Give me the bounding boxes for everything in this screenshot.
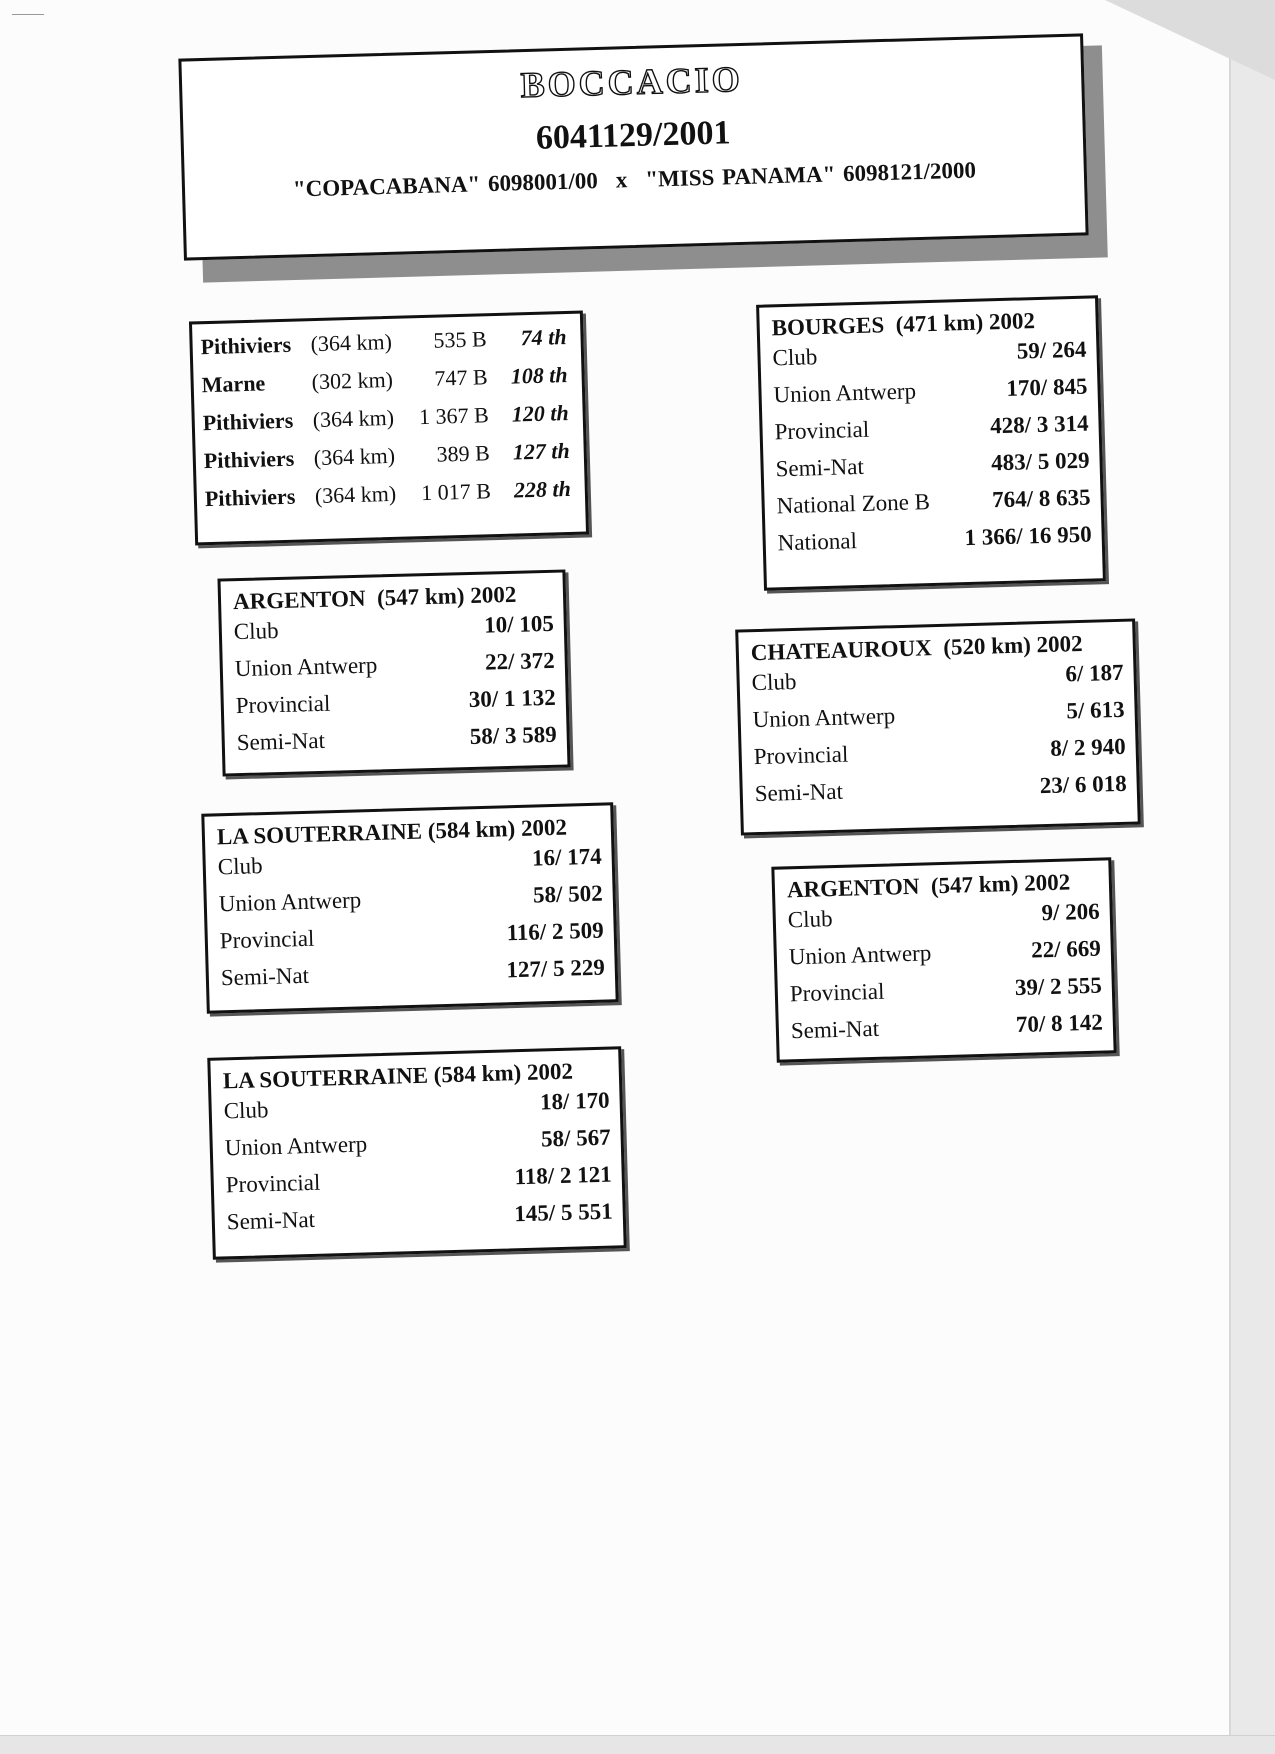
result-value: 22/ 669 (1030, 935, 1102, 963)
bird-count: 747 B (434, 364, 488, 391)
placing: 108 th (510, 361, 568, 389)
result-value: 8/ 2 940 (1049, 733, 1126, 761)
placing: 120 th (511, 399, 569, 427)
bird-count: 535 B (433, 326, 487, 353)
result-value: 58/ 502 (532, 880, 604, 908)
result-value: 59/ 264 (1016, 336, 1087, 364)
race-city: Pithiviers (202, 407, 294, 436)
result-value: 39/ 2 555 (1014, 972, 1103, 1001)
bird-count: 1 017 B (420, 478, 492, 506)
result-label: National (777, 528, 858, 556)
race-distance: (302 km) (311, 366, 394, 395)
sire: "COPACABANA" 6098001/00 (292, 168, 599, 202)
result-value: 1 366/ 16 950 (964, 521, 1092, 551)
race-name: ARGENTON (786, 873, 920, 903)
race-distance-year: (520 km) 2002 (942, 630, 1083, 660)
placing: 74 th (520, 324, 567, 351)
folded-corner (1105, 0, 1275, 80)
race-name: CHATEAUROUX (750, 635, 933, 666)
result-label: Semi-Nat (220, 962, 310, 991)
result-value: 10/ 105 (483, 610, 555, 638)
result-label: Union Antwerp (752, 703, 896, 733)
result-value: 127/ 5 229 (506, 954, 606, 983)
race-distance-year: (547 km) 2002 (930, 869, 1071, 899)
result-label: Semi-Nat (226, 1206, 316, 1235)
scan-edge-bottom (0, 1735, 1275, 1754)
race-city: Marne (201, 370, 266, 398)
result-label: Provincial (219, 925, 315, 954)
result-label: Semi-Nat (754, 778, 844, 807)
result-label: National Zone B (776, 489, 931, 519)
dam: "MISS PANAMA" 6098121/2000 (644, 157, 977, 192)
race-city: Pithiviers (204, 483, 296, 512)
result-value: 58/ 567 (540, 1124, 611, 1152)
result-row (777, 522, 1092, 568)
race-title (771, 307, 1086, 342)
race-distance-year: (547 km) 2002 (376, 581, 517, 611)
result-row (236, 722, 557, 767)
race-title (787, 869, 1100, 904)
result-row (791, 1010, 1104, 1056)
result-value: 5/ 613 (1066, 696, 1125, 724)
scan-mark (12, 14, 44, 15)
result-value: 22/ 372 (484, 647, 556, 675)
result-label: Club (751, 668, 797, 696)
bird-count: 389 B (436, 440, 491, 467)
race-distance: (364 km) (313, 442, 396, 471)
result-label: Union Antwerp (788, 940, 932, 970)
result-label: Provincial (789, 978, 885, 1007)
race-name: LA SOUTERRAINE (216, 818, 423, 850)
performance-list (189, 311, 589, 546)
result-label: Provincial (235, 690, 331, 719)
result-value: 118/ 2 121 (514, 1161, 613, 1190)
result-label: Provincial (753, 741, 849, 770)
result-box-argenton-1 (217, 569, 570, 776)
pigeon-name: BOCCACIO (520, 58, 744, 106)
cross-symbol: x (615, 167, 628, 193)
result-value: 70/ 8 142 (1015, 1009, 1104, 1038)
result-value: 764/ 8 635 (991, 484, 1091, 513)
race-city: Pithiviers (203, 445, 295, 474)
result-label: Union Antwerp (224, 1131, 368, 1161)
result-label: Club (772, 344, 818, 371)
race-distance-year: (584 km) 2002 (427, 814, 568, 844)
result-label: Semi-Nat (775, 453, 865, 482)
result-box-la-souterraine-2 (207, 1046, 626, 1259)
race-title (233, 581, 554, 615)
result-value: 145/ 5 551 (513, 1198, 614, 1227)
result-box-la-souterraine-1 (201, 802, 618, 1013)
result-label: Semi-Nat (236, 727, 326, 756)
race-distance-year: (584 km) 2002 (433, 1058, 574, 1088)
race-distance: (364 km) (310, 328, 393, 357)
race-name: LA SOUTERRAINE (222, 1062, 429, 1094)
result-value: 170/ 845 (1006, 373, 1088, 401)
result-label: Club (217, 853, 263, 880)
placing: 127 th (512, 437, 571, 465)
result-value: 16/ 174 (531, 843, 602, 871)
result-label: Club (223, 1097, 269, 1124)
result-label: Union Antwerp (218, 887, 362, 917)
result-value: 9/ 206 (1041, 898, 1101, 926)
result-label: Provincial (225, 1169, 321, 1198)
result-value: 18/ 170 (539, 1087, 610, 1115)
race-city: Pithiviers (200, 331, 292, 360)
race-distance-year: (471 km) 2002 (895, 308, 1036, 337)
result-label: Club (233, 618, 279, 645)
scan-edge-right (1229, 0, 1275, 1754)
result-label: Provincial (774, 416, 870, 445)
race-name: BOURGES (771, 312, 885, 341)
placing: 228 th (513, 475, 572, 503)
race-distance: (364 km) (314, 480, 397, 509)
race-name: ARGENTON (232, 585, 366, 615)
result-label: Semi-Nat (790, 1015, 880, 1044)
result-box-chateauroux (735, 618, 1141, 835)
result-value: 116/ 2 509 (506, 917, 605, 946)
result-value: 30/ 1 132 (468, 684, 557, 713)
bird-count: 1 367 B (418, 402, 490, 430)
result-value: 6/ 187 (1065, 659, 1124, 687)
result-box-argenton-2 (771, 857, 1116, 1062)
result-label: Club (787, 906, 833, 933)
result-label: Union Antwerp (234, 652, 378, 682)
race-distance: (364 km) (312, 404, 395, 433)
result-value: 58/ 3 589 (469, 721, 557, 750)
result-value: 428/ 3 314 (989, 410, 1089, 439)
result-value: 23/ 6 018 (1039, 770, 1127, 799)
ring-number: 6041129/2001 (535, 114, 731, 157)
pigeon-header (178, 33, 1088, 260)
result-label: Union Antwerp (773, 378, 917, 408)
result-value: 483/ 5 029 (990, 447, 1090, 476)
result-box-bourges (756, 295, 1106, 590)
